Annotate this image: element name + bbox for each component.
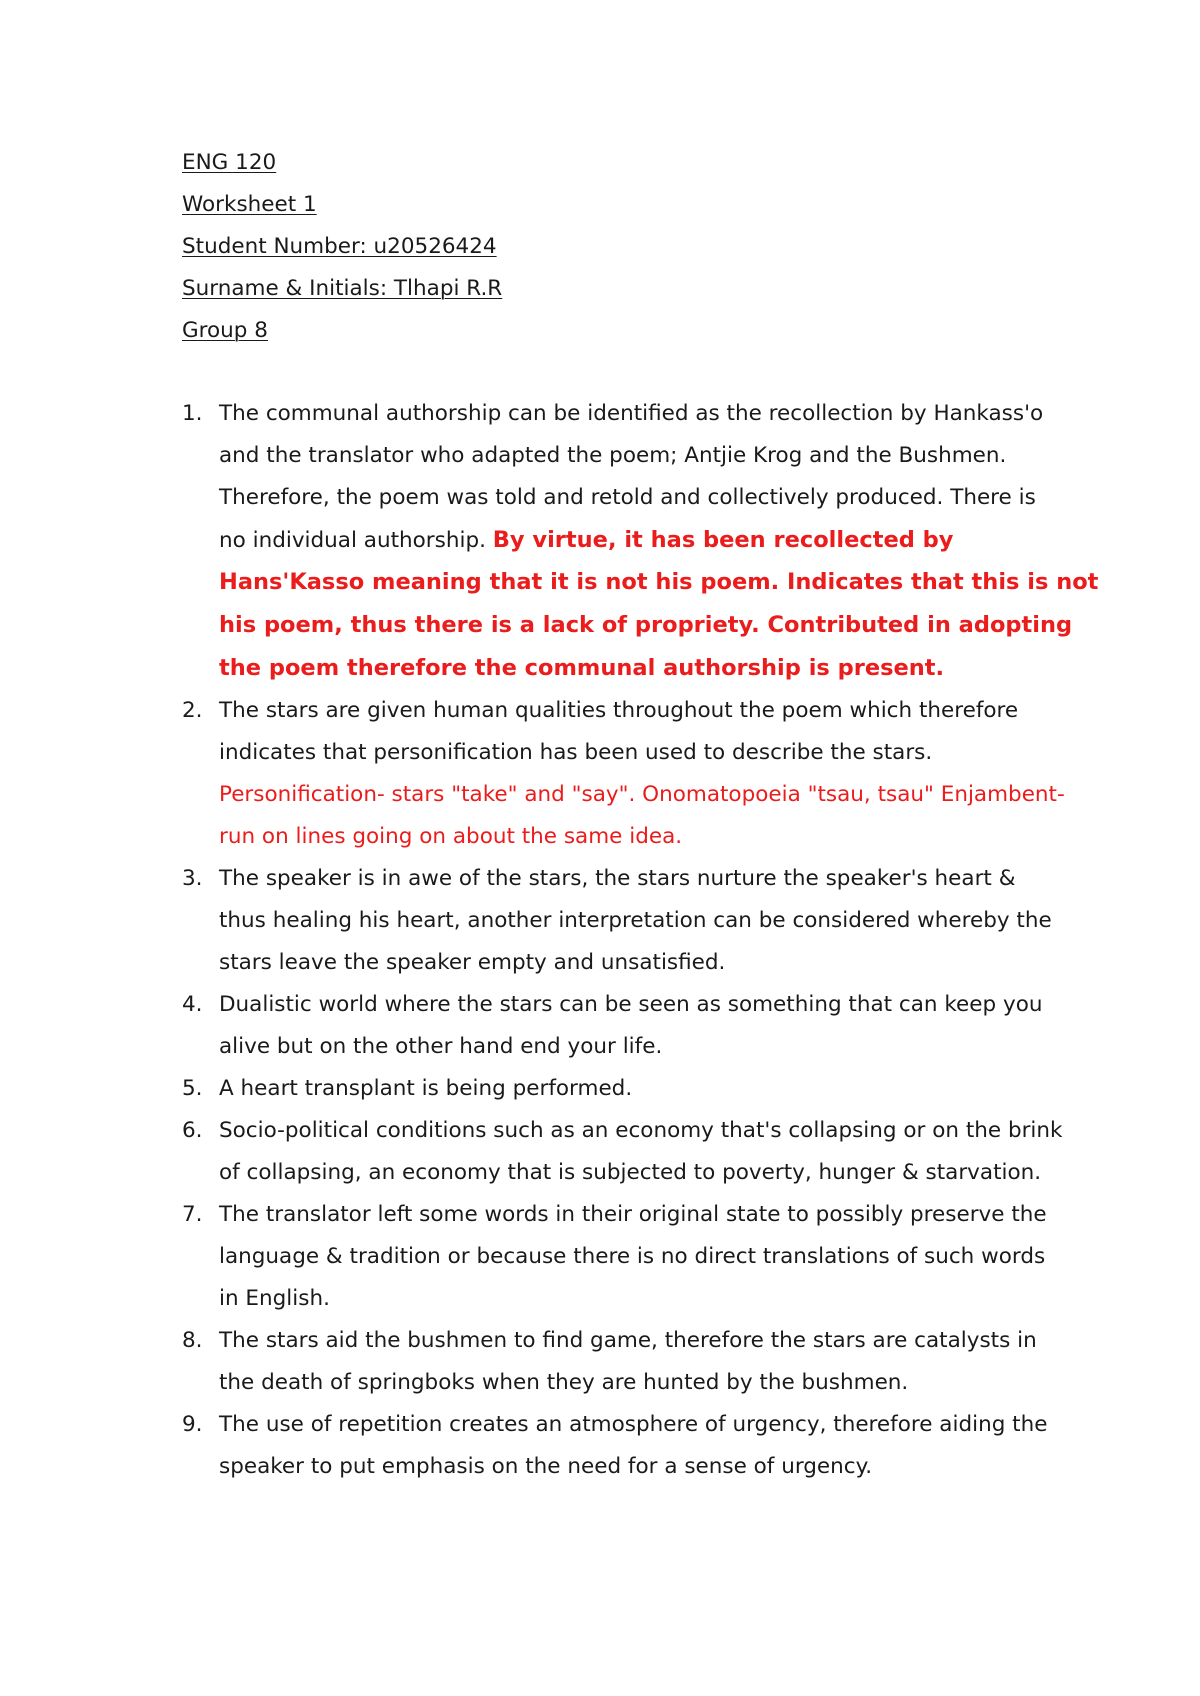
answer-text: no individual authorship. <box>219 528 486 553</box>
answer-number: 9. <box>182 1412 203 1437</box>
answer-line: speaker to put emphasis on the need for a sense of urgency. <box>219 1454 873 1479</box>
answer-line: Socio-political conditions such as an economy that's collapsing or on the brink <box>219 1118 1063 1143</box>
feedback-line: Hans'Kasso meaning that it is not his poem. Indicates that this is not <box>219 569 1099 595</box>
answer-number: 6. <box>182 1118 203 1143</box>
answer-number: 3. <box>182 866 203 891</box>
answer-line: The translator left some words in their original state to possibly preserve the <box>219 1202 1047 1227</box>
answer-line: The stars are given human qualities throughout the poem which therefore <box>219 698 1019 723</box>
answer-item-5 <box>182 1068 1082 1110</box>
answer-number: 1. <box>182 401 203 426</box>
answer-number: 7. <box>182 1202 203 1227</box>
answer-item-9 <box>182 1404 1082 1488</box>
answer-line: in English. <box>219 1286 330 1311</box>
answer-line: The communal authorship can be identified as the recollection by Hankass'o <box>219 401 1044 426</box>
answer-item-2 <box>182 690 1082 858</box>
answer-item-4 <box>182 984 1082 1068</box>
answer-line-with-feedback <box>219 519 1082 561</box>
answer-line: indicates that personification has been used to describe the stars. <box>219 740 933 765</box>
answer-number: 5. <box>182 1076 203 1101</box>
answer-line: language & tradition or because there is no direct translations of such words <box>219 1244 1046 1269</box>
answer-line: The stars aid the bushmen to find game, therefore the stars are catalysts in <box>219 1328 1037 1353</box>
worksheet-title: Worksheet 1 <box>182 192 317 217</box>
answer-line: Dualistic world where the stars can be seen as something that can keep you <box>219 992 1043 1017</box>
answer-number: 2. <box>182 698 203 723</box>
answer-line: A heart transplant is being performed. <box>219 1076 633 1101</box>
answer-line: thus healing his heart, another interpretation can be considered whereby the <box>219 908 1052 933</box>
student-number: Student Number: u20526424 <box>182 234 497 259</box>
answer-list <box>182 393 1099 1488</box>
feedback-line: run on lines going on about the same idea. <box>219 824 683 849</box>
answer-item-6 <box>182 1110 1082 1194</box>
answer-number: 4. <box>182 992 203 1017</box>
answer-line: stars leave the speaker empty and unsatisfied. <box>219 950 726 975</box>
answer-item-1 <box>182 393 1099 690</box>
feedback-line: the poem therefore the communal authorship is present. <box>219 655 945 681</box>
group-number: Group 8 <box>182 318 268 343</box>
feedback-text: By virtue, it has been recollected by <box>492 527 954 553</box>
answer-line: The use of repetition creates an atmosphere of urgency, therefore aiding the <box>219 1412 1048 1437</box>
student-name: Surname & Initials: Tlhapi R.R <box>182 276 503 301</box>
course-code: ENG 120 <box>182 150 277 175</box>
answer-line: The speaker is in awe of the stars, the stars nurture the speaker's heart & <box>219 866 1016 891</box>
answer-line: of collapsing, an economy that is subjected to poverty, hunger & starvation. <box>219 1160 1042 1185</box>
answer-item-3 <box>182 858 1082 984</box>
feedback-line: Personification- stars "take" and "say". Onomatopoeia "tsau, tsau" Enjambent- <box>219 782 1065 807</box>
document-header <box>182 142 1082 352</box>
feedback-line: his poem, thus there is a lack of propriety. Contributed in adopting <box>219 612 1073 638</box>
answer-line: the death of springboks when they are hunted by the bushmen. <box>219 1370 909 1395</box>
answer-line: alive but on the other hand end your life. <box>219 1034 663 1059</box>
answer-line: and the translator who adapted the poem; Antjie Krog and the Bushmen. <box>219 443 1007 468</box>
answer-number: 8. <box>182 1328 203 1353</box>
answer-item-7 <box>182 1194 1082 1320</box>
answer-line: Therefore, the poem was told and retold and collectively produced. There is <box>219 485 1036 510</box>
answer-item-8 <box>182 1320 1082 1404</box>
